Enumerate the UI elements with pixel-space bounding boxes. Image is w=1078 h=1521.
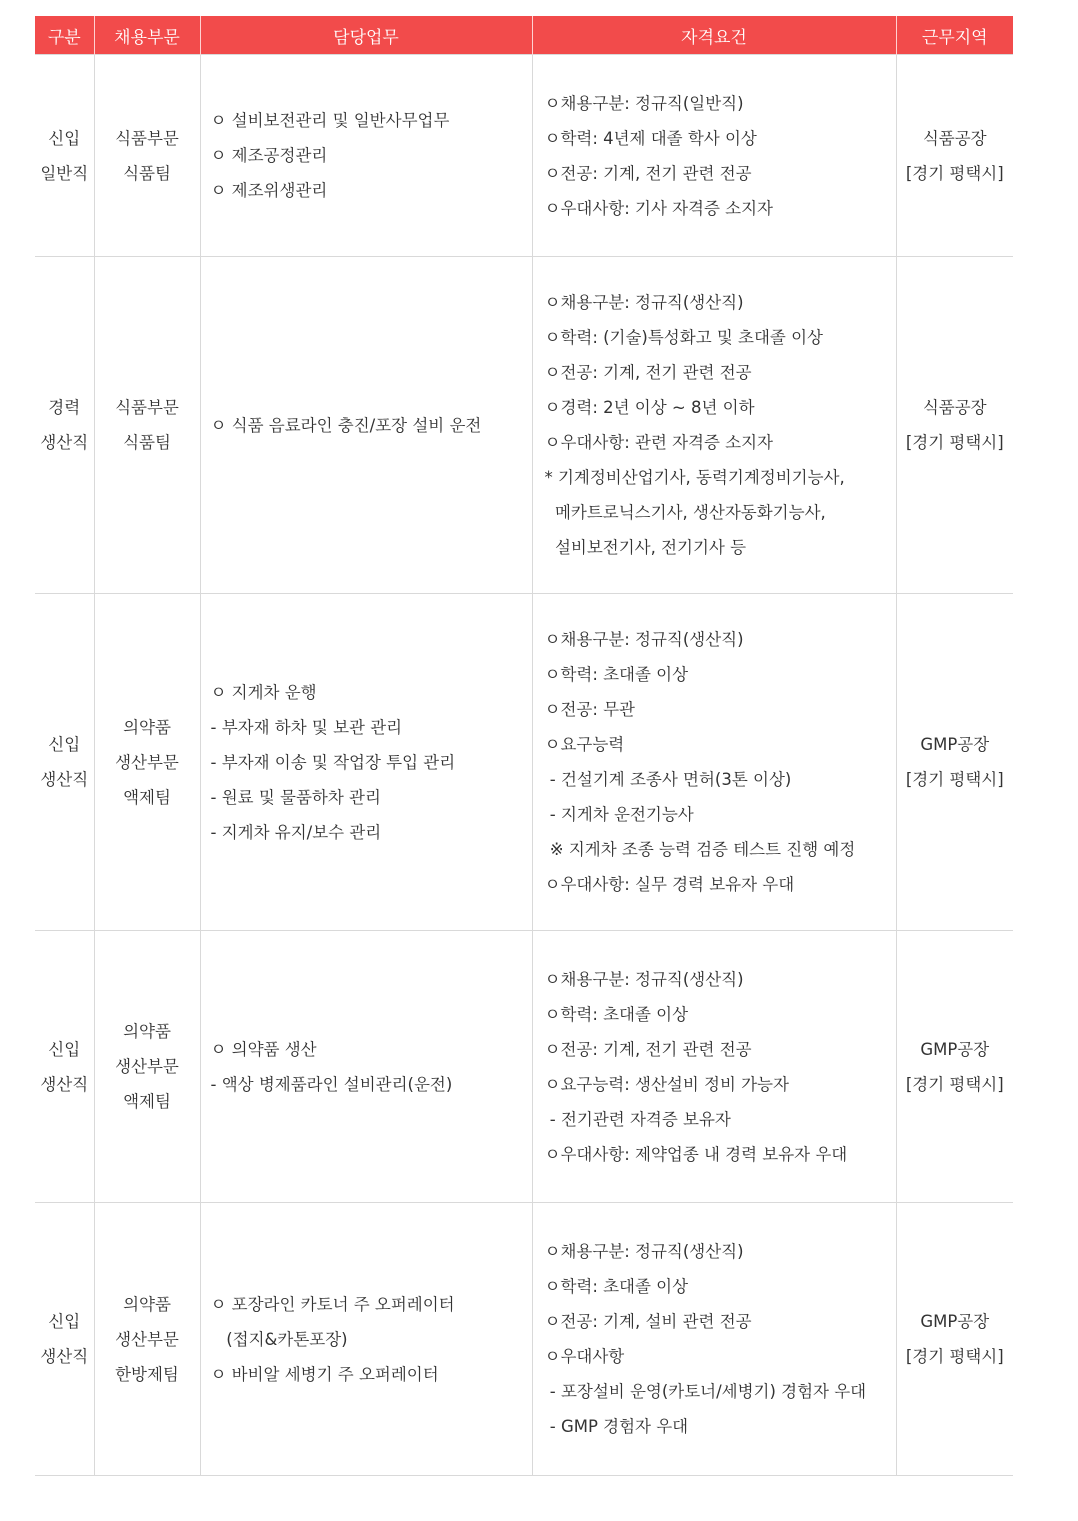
department-line: 액제팀 [123, 787, 171, 807]
category-line: 경력 [48, 398, 81, 417]
requirements-line: - GMP 경험자 우대 [544, 1417, 689, 1436]
requirements-cell [532, 1203, 896, 1476]
location-line: GMP공장 [920, 735, 990, 754]
duties-cell [200, 55, 532, 257]
requirements-line: * 기계정비산업기사, 동력기계정비기능사, [544, 468, 845, 487]
duties-line: - 액상 병제품라인 설비관리(운전) [210, 1074, 453, 1094]
department-line: 의약품 [123, 1294, 171, 1314]
category-line: 생산직 [40, 1074, 89, 1094]
requirements-line: - 전기관련 자격증 보유자 [544, 1109, 731, 1129]
department-line: 한방제팀 [115, 1364, 179, 1384]
requirements-line: ㅇ채용구분: 정규직(생산직) [544, 293, 744, 312]
department-line: 생산부문 [115, 1329, 179, 1349]
location-line: [경기 평택시] [905, 1074, 1004, 1094]
duties-line: ㅇ 제조위생관리 [210, 181, 328, 200]
requirements-cell [532, 55, 896, 257]
location-line: 식품공장 [922, 128, 987, 148]
location-line: 식품공장 [922, 398, 987, 417]
duties-line: (접지&카톤포장) [210, 1329, 348, 1349]
category-line: 생산직 [40, 770, 89, 789]
duties-line: ㅇ 포장라인 카토너 주 오퍼레이터 [210, 1294, 455, 1314]
requirements-cell [532, 931, 896, 1203]
requirements-line: ㅇ채용구분: 정규직(생산직) [544, 1242, 744, 1261]
table-row [35, 55, 1013, 257]
duties-cell [200, 257, 532, 594]
category-cell [35, 1203, 94, 1476]
duties-line: ㅇ 식품 음료라인 충진/포장 설비 운전 [210, 415, 482, 435]
table-header-row [35, 16, 1013, 55]
location-cell [896, 55, 1013, 257]
duties-line: - 원료 및 물품하차 관리 [210, 787, 381, 807]
location-line: GMP공장 [920, 1312, 990, 1331]
department-cell [94, 55, 200, 257]
requirements-line: ㅇ채용구분: 정규직(생산직) [544, 630, 744, 649]
header-department: 채용부문 [94, 16, 200, 55]
table-row [35, 594, 1013, 931]
duties-line: ㅇ 지게차 운행 [210, 682, 317, 702]
location-line: GMP공장 [920, 1039, 990, 1059]
requirements-line: ㅇ우대사항: 기사 자격증 소지자 [544, 198, 774, 218]
department-line: 식품팀 [123, 163, 171, 183]
requirements-line: ㅇ요구능력 [544, 735, 625, 754]
location-cell [896, 1203, 1013, 1476]
requirements-cell [532, 257, 896, 594]
requirements-line: ㅇ전공: 기계, 설비 관련 전공 [544, 1312, 752, 1331]
requirements-line: ㅇ채용구분: 정규직(일반직) [544, 93, 744, 113]
recruitment-table [35, 16, 1013, 1476]
duties-line: - 지게차 유지/보수 관리 [210, 822, 382, 842]
department-cell [94, 594, 200, 931]
requirements-line: ㅇ전공: 기계, 전기 관련 전공 [544, 1039, 752, 1059]
category-line: 신입 [48, 735, 81, 754]
location-line: [경기 평택시] [905, 163, 1004, 183]
department-line: 의약품 [123, 1022, 171, 1041]
requirements-line: ㅇ전공: 기계, 전기 관련 전공 [544, 363, 752, 382]
requirements-line: ㅇ채용구분: 정규직(생산직) [544, 969, 744, 989]
requirements-line: ㅇ전공: 무관 [544, 700, 635, 719]
table-row [35, 931, 1013, 1203]
requirements-line: ㅇ우대사항: 실무 경력 보유자 우대 [544, 875, 795, 894]
duties-cell [200, 931, 532, 1203]
requirements-line: - 건설기계 조종사 면허(3톤 이상) [544, 770, 792, 789]
duties-line: ㅇ 의약품 생산 [210, 1039, 317, 1059]
header-duties: 담당업무 [200, 16, 532, 55]
duties-cell [200, 1203, 532, 1476]
requirements-cell [532, 594, 896, 931]
duties-line: ㅇ 바비알 세병기 주 오퍼레이터 [210, 1364, 439, 1384]
location-line: [경기 평택시] [905, 1347, 1004, 1366]
table-row [35, 257, 1013, 594]
requirements-line: ㅇ우대사항: 제약업종 내 경력 보유자 우대 [544, 1144, 848, 1164]
department-cell [94, 257, 200, 594]
department-line: 의약품 [123, 717, 171, 737]
location-cell [896, 931, 1013, 1203]
requirements-line: 설비보전기사, 전기기사 등 [544, 538, 747, 557]
category-line: 신입 [48, 1312, 81, 1331]
department-cell [94, 1203, 200, 1476]
requirements-line: ㅇ요구능력: 생산설비 정비 가능자 [544, 1074, 789, 1094]
requirements-line: ㅇ전공: 기계, 전기 관련 전공 [544, 163, 752, 183]
category-cell [35, 594, 94, 931]
department-line: 식품부문 [115, 398, 179, 417]
requirements-line: ㅇ학력: (기술)특성화고 및 초대졸 이상 [544, 328, 823, 347]
header-requirements: 자격요건 [532, 16, 896, 55]
location-line: [경기 평택시] [905, 770, 1004, 789]
department-cell [94, 931, 200, 1203]
requirements-line: 메카트로닉스기사, 생산자동화기능사, [544, 503, 826, 522]
department-line: 액제팀 [123, 1092, 171, 1111]
location-cell [896, 257, 1013, 594]
location-line: [경기 평택시] [905, 433, 1004, 452]
category-line: 생산직 [40, 1347, 89, 1366]
duties-line: ㅇ 설비보전관리 및 일반사무업무 [210, 111, 450, 130]
category-line: 신입 [48, 1039, 81, 1059]
header-location: 근무지역 [896, 16, 1013, 55]
requirements-line: ㅇ경력: 2년 이상 ~ 8년 이하 [544, 398, 755, 417]
category-line: 신입 [48, 128, 81, 148]
requirements-line: ㅇ학력: 4년제 대졸 학사 이상 [544, 128, 757, 148]
category-line: 일반직 [40, 163, 89, 183]
table-row [35, 1203, 1013, 1476]
category-cell [35, 931, 94, 1203]
header-category: 구분 [35, 16, 94, 55]
location-cell [896, 594, 1013, 931]
requirements-line: ㅇ학력: 초대졸 이상 [544, 1004, 689, 1024]
department-line: 생산부문 [115, 752, 179, 772]
requirements-line: ㅇ학력: 초대졸 이상 [544, 1277, 689, 1296]
requirements-line: ※ 지게차 조종 능력 검증 테스트 진행 예정 [544, 840, 856, 859]
department-line: 생산부문 [115, 1057, 179, 1076]
category-cell [35, 55, 94, 257]
duties-line: - 부자재 하차 및 보관 관리 [210, 717, 403, 737]
department-line: 식품팀 [123, 433, 171, 452]
category-line: 생산직 [40, 433, 89, 452]
requirements-line: ㅇ우대사항 [544, 1347, 625, 1366]
duties-line: - 부자재 이송 및 작업장 투입 관리 [210, 752, 456, 772]
duties-cell [200, 594, 532, 931]
department-line: 식품부문 [115, 128, 179, 148]
category-cell [35, 257, 94, 594]
duties-line: ㅇ 제조공정관리 [210, 146, 328, 165]
requirements-line: ㅇ우대사항: 관련 자격증 소지자 [544, 433, 774, 452]
requirements-line: ㅇ학력: 초대졸 이상 [544, 665, 689, 684]
requirements-line: - 포장설비 운영(카토너/세병기) 경험자 우대 [544, 1382, 867, 1401]
requirements-line: - 지게차 운전기능사 [544, 805, 694, 824]
